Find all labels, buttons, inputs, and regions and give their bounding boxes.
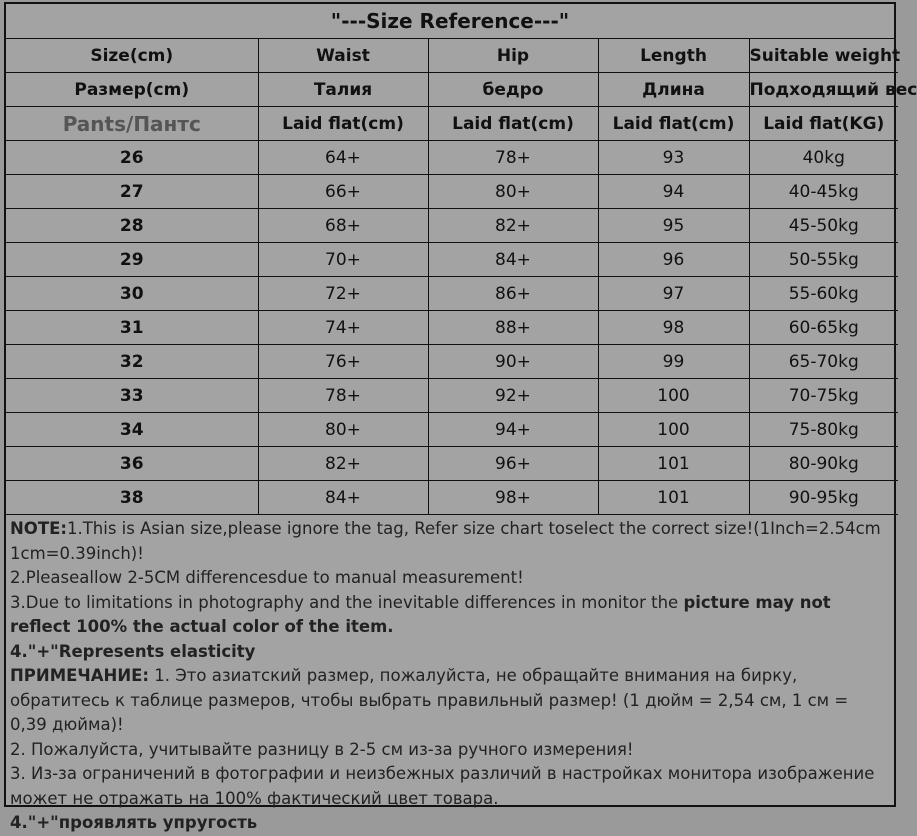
note-ru-3: 3. Из-за ограничений в фотографии и неизбежных различий в настройках монитора изображение может не отражать на 100% фактический цвет товара. [10,764,875,808]
header-row-en [6,39,898,73]
table-row [6,447,898,481]
value-cell: 101 [598,481,749,515]
size-cell: 31 [6,311,258,345]
value-cell: 65-70kg [749,345,898,379]
note-ru-2: 2. Пожалуйста, учитывайте разницу в 2-5 см из-за ручного измерения! [10,739,634,759]
value-cell: 94+ [428,413,598,447]
note-2: 2.Pleaseallow 2-5CM differencesdue to manual measurement! [10,568,524,587]
header-cell: Hip [428,39,598,73]
note-1 [10,517,890,566]
value-cell: 82+ [428,209,598,243]
value-cell: 55-60kg [749,277,898,311]
note-text: 1.This is Asian size,please ignore the tag, Refer size chart toselect the correct size!(1Inch=2.54cm 1cm=0.39inch)! [10,519,881,563]
value-cell: 90+ [428,345,598,379]
value-cell: 72+ [258,277,428,311]
note-3 [10,591,890,640]
value-cell: 97 [598,277,749,311]
value-cell: 92+ [428,379,598,413]
value-cell: 101 [598,447,749,481]
table-row [6,379,898,413]
size-cell: 38 [6,481,258,515]
size-chart [4,2,917,832]
size-cell: 32 [6,345,258,379]
value-cell: 45-50kg [749,209,898,243]
table-row [6,311,898,345]
header-cell: Талия [258,73,428,107]
table-row [6,345,898,379]
value-cell: 75-80kg [749,413,898,447]
table-row [6,413,898,447]
value-cell: 78+ [428,141,598,175]
header-cell: Подходящий вес [749,73,898,107]
header-cell: Длина [598,73,749,107]
table-row [6,141,898,175]
header-cell: Laid flat(KG) [749,107,898,141]
size-cell: 36 [6,447,258,481]
value-cell: 80+ [258,413,428,447]
value-cell: 100 [598,413,749,447]
value-cell: 96 [598,243,749,277]
header-cell: Suitable weight [749,39,898,73]
value-cell: 100 [598,379,749,413]
value-cell: 96+ [428,447,598,481]
value-cell: 60-65kg [749,311,898,345]
size-cell: 30 [6,277,258,311]
value-cell: 90-95kg [749,481,898,515]
size-cell: 28 [6,209,258,243]
value-cell: 80+ [428,175,598,209]
header-cell: Pants/Пантс [6,107,258,141]
header-cell: Laid flat(cm) [598,107,749,141]
size-cell: 29 [6,243,258,277]
table-row [6,243,898,277]
header-row-method [6,107,898,141]
header-cell: Size(cm) [6,39,258,73]
header-cell: Размер(cm) [6,73,258,107]
header-cell: Laid flat(cm) [428,107,598,141]
notes [6,515,894,836]
table-row [6,481,898,515]
value-cell: 94 [598,175,749,209]
value-cell: 76+ [258,345,428,379]
value-cell: 70-75kg [749,379,898,413]
note-label: NOTE: [10,519,67,538]
value-cell: 74+ [258,311,428,345]
size-cell: 27 [6,175,258,209]
size-table [6,39,917,515]
size-cell: 26 [6,141,258,175]
value-cell: 82+ [258,447,428,481]
value-cell: 93 [598,141,749,175]
value-cell: 99 [598,345,749,379]
value-cell: 95 [598,209,749,243]
value-cell: 80-90kg [749,447,898,481]
value-cell: 86+ [428,277,598,311]
header-cell: бедро [428,73,598,107]
header-cell: Laid flat(cm) [258,107,428,141]
value-cell: 64+ [258,141,428,175]
note-bold: picture may not reflect 100% the actual color of the item. [10,592,831,636]
table-row [6,277,898,311]
note-4: 4."+"Represents elasticity [10,641,256,661]
note-ru-1 [10,664,890,738]
value-cell: 68+ [258,209,428,243]
value-cell: 70+ [258,243,428,277]
value-cell: 84+ [258,481,428,515]
size-cell: 34 [6,413,258,447]
value-cell: 98+ [428,481,598,515]
header-row-ru [6,73,898,107]
size-cell: 33 [6,379,258,413]
note-label: ПРИМЕЧАНИЕ: [10,666,149,685]
note-ru-4: 4."+"проявлять упругость [10,813,258,832]
header-cell: Waist [258,39,428,73]
value-cell: 88+ [428,311,598,345]
table-row [6,209,898,243]
chart-title: "---Size Reference---" [6,4,894,39]
table-row [6,175,898,209]
value-cell: 98 [598,311,749,345]
value-cell: 40-45kg [749,175,898,209]
note-text: 3.Due to limitations in photography and the inevitable differences in monitor the [10,592,684,612]
value-cell: 40kg [749,141,898,175]
header-cell: Length [598,39,749,73]
value-cell: 78+ [258,379,428,413]
value-cell: 50-55kg [749,243,898,277]
value-cell: 66+ [258,175,428,209]
note-text: 1. Это азиатский размер, пожалуйста, не обращайте внимания на бирку, обратитесь к таблице размеров, чтобы выбрать правильный размер! (1 дюйм = 2,54 см, 1 см = 0,39 дюйма)! [10,666,849,734]
value-cell: 84+ [428,243,598,277]
